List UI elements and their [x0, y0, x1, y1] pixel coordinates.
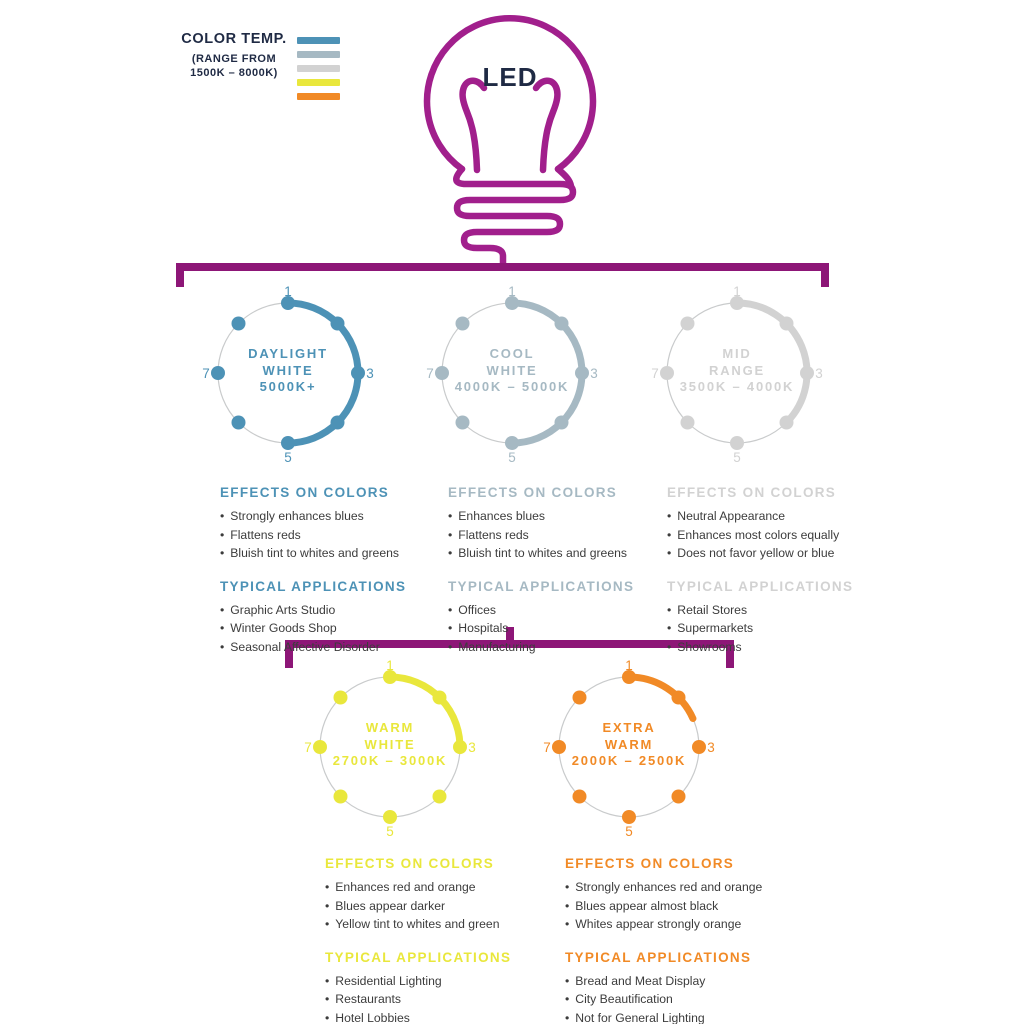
gauge-tick-label: 3: [815, 365, 823, 381]
gauge-label: [198, 346, 378, 396]
bullet-item: • Strongly enhances red and orange: [565, 878, 817, 897]
gauge-tick-label: 5: [386, 824, 394, 839]
bullet-item: • Supermarkets: [667, 619, 907, 638]
gauge-range: 2000K – 2500K: [571, 753, 687, 768]
bullet-item: • Enhances most colors equally: [667, 526, 907, 545]
gauge-tick-label: 1: [508, 284, 516, 299]
gauge-tick-label: 5: [733, 450, 741, 465]
bullet-item: • Winter Goods Shop: [220, 619, 442, 638]
bulb-filament-left: [463, 81, 484, 170]
gauge-dot: [334, 691, 348, 705]
gauge-dot: [433, 691, 447, 705]
gauge-dot: [573, 790, 587, 804]
bullet-item: • Does not favor yellow or blue: [667, 544, 907, 563]
legend-swatch-warm-white: [297, 79, 340, 86]
gauge-tick-label: 7: [543, 739, 551, 755]
bullet-item: • Retail Stores: [667, 601, 907, 620]
bullet-item: • Offices: [448, 601, 676, 620]
applications-list: [565, 972, 817, 1024]
legend-swatch-daylight-white: [297, 37, 340, 44]
gauge-title-line2: WHITE: [364, 736, 416, 752]
gauge-dot: [672, 691, 686, 705]
bullet-item: • Blues appear darker: [325, 897, 565, 916]
tree-branch-top-left-cap: [176, 263, 184, 287]
applications-heading: TYPICAL APPLICATIONS: [565, 949, 752, 965]
applications-heading: TYPICAL APPLICATIONS: [448, 578, 635, 594]
gauge-tick-label: 5: [284, 450, 292, 465]
effects-heading: EFFECTS ON COLORS: [667, 485, 837, 500]
bullet-item: • City Beautification: [565, 990, 817, 1009]
bullet-item: • Flattens reds: [220, 526, 442, 545]
bullet-item: • Flattens reds: [448, 526, 676, 545]
legend-subtitle-line2: 1500K – 8000K): [190, 67, 278, 79]
gauge-range: 5000K+: [259, 379, 317, 394]
bullet-item: • Bluish tint to whites and greens: [448, 544, 676, 563]
gauge-tick-label: 3: [366, 365, 374, 381]
gauge-dot: [456, 416, 470, 430]
effects-heading: EFFECTS ON COLORS: [565, 856, 735, 871]
effects-heading: EFFECTS ON COLORS: [448, 485, 618, 500]
gauge-dot: [331, 317, 345, 331]
bulb-globe-outline: [427, 18, 593, 169]
applications-heading: TYPICAL APPLICATIONS: [220, 578, 407, 594]
bullet-item: • Whites appear strongly orange: [565, 915, 817, 934]
gauge-dot: [334, 790, 348, 804]
gauge-dot: [331, 416, 345, 430]
gauge-tick-label: 3: [590, 365, 598, 381]
gauge-dot: [505, 436, 519, 450]
effects-heading: EFFECTS ON COLORS: [325, 856, 495, 871]
info-daylight-white: [220, 485, 442, 672]
legend-swatch-cool-white: [297, 51, 340, 58]
gauge-dot: [573, 691, 587, 705]
info-warm-white: [325, 856, 565, 1024]
gauge-tick-label: 7: [426, 365, 434, 381]
bullet-item: • Showrooms: [667, 638, 907, 657]
info-cool-white: [448, 485, 676, 672]
bullet-item: • Graphic Arts Studio: [220, 601, 442, 620]
gauge-title-line2: WHITE: [486, 362, 538, 378]
gauge-title-line1: MID: [722, 346, 752, 361]
bullet-item: • Enhances blues: [448, 507, 676, 526]
effects-heading: EFFECTS ON COLORS: [220, 485, 390, 500]
gauge-dot: [232, 416, 246, 430]
gauge-tick-label: 1: [284, 284, 292, 299]
gauge-dot: [622, 810, 636, 824]
gauge-title-line1: COOL: [489, 346, 535, 361]
bullet-item: • Hotel Lobbies: [325, 1009, 565, 1024]
gauge-tick-label: 7: [202, 365, 210, 381]
gauge-title-line2: RANGE: [709, 362, 765, 378]
gauge-tick-label: 1: [386, 658, 394, 673]
gauge-tick-label: 1: [733, 284, 741, 299]
gauge-tick-label: 5: [625, 824, 633, 839]
bullet-item: • Not for General Lighting: [565, 1009, 817, 1024]
applications-list: [667, 601, 907, 657]
info-extra-warm: [565, 856, 817, 1024]
effects-list: [448, 507, 676, 563]
gauge-tick-label: 3: [468, 739, 476, 755]
gauge-dot: [672, 790, 686, 804]
effects-list: [325, 878, 565, 934]
applications-heading: TYPICAL APPLICATIONS: [667, 578, 854, 594]
effects-list: [565, 878, 817, 934]
bullet-item: • Hospitals: [448, 619, 676, 638]
info-mid-range: [667, 485, 907, 672]
gauge-daylight-white: [188, 273, 388, 473]
gauge-dot: [433, 790, 447, 804]
bullet-item: • Yellow tint to whites and green: [325, 915, 565, 934]
gauge-label: [300, 720, 480, 770]
effects-list: [667, 507, 907, 563]
bullet-item: • Strongly enhances blues: [220, 507, 442, 526]
bullet-item: • Bread and Meat Display: [565, 972, 817, 991]
gauge-warm-white: [290, 647, 490, 847]
legend-swatch-stack: [297, 37, 340, 107]
gauge-dot: [730, 436, 744, 450]
gauge-title-line1: DAYLIGHT: [248, 346, 328, 361]
gauge-dot: [281, 436, 295, 450]
effects-list: [220, 507, 442, 563]
gauge-range: 4000K – 5000K: [454, 379, 570, 394]
gauge-title-line1: WARM: [365, 720, 415, 735]
bullet-item: • Neutral Appearance: [667, 507, 907, 526]
gauge-tick-label: 7: [651, 365, 659, 381]
applications-list: [325, 972, 565, 1024]
bullet-item: • Blues appear almost black: [565, 897, 817, 916]
gauge-tick-label: 1: [625, 658, 633, 673]
applications-list: [448, 601, 676, 657]
gauge-dot: [681, 317, 695, 331]
legend-title: COLOR TEMP.: [181, 31, 287, 47]
gauge-tick-label: 3: [707, 739, 715, 755]
gauge-label: [539, 720, 719, 770]
color-temp-legend: [168, 31, 300, 80]
gauge-dot: [555, 416, 569, 430]
bullet-item: • Manufacturing: [448, 638, 676, 657]
gauge-mid-range: [637, 273, 837, 473]
bullet-item: • Restaurants: [325, 990, 565, 1009]
bullet-item: • Seasonal Affective Disorder: [220, 638, 442, 657]
gauge-range: 3500K – 4000K: [679, 379, 795, 394]
led-label: LED: [482, 62, 538, 92]
gauge-tick-label: 5: [508, 450, 516, 465]
gauge-title-line2: WHITE: [262, 362, 314, 378]
gauge-extra-warm: [529, 647, 729, 847]
led-bulb-illustration: [398, 8, 622, 270]
gauge-label: [647, 346, 827, 396]
gauge-dot: [383, 810, 397, 824]
gauge-title-line1: EXTRA: [602, 720, 656, 735]
bullet-item: • Enhances red and orange: [325, 878, 565, 897]
legend-swatch-mid-range: [297, 65, 340, 72]
gauge-dot: [681, 416, 695, 430]
gauge-dot: [456, 317, 470, 331]
gauge-cool-white: [412, 273, 612, 473]
bulb-screw-base: [456, 169, 573, 264]
bulb-filament-right: [536, 81, 557, 170]
gauge-dot: [780, 416, 794, 430]
bullet-item: • Residential Lighting: [325, 972, 565, 991]
gauge-dot: [780, 317, 794, 331]
gauge-label: [422, 346, 602, 396]
legend-swatch-extra-warm: [297, 93, 340, 100]
applications-list: [220, 601, 442, 657]
legend-subtitle-line1: (RANGE FROM: [191, 53, 277, 65]
gauge-tick-label: 7: [304, 739, 312, 755]
applications-heading: TYPICAL APPLICATIONS: [325, 949, 512, 965]
bullet-item: • Bluish tint to whites and greens: [220, 544, 442, 563]
gauge-dot: [232, 317, 246, 331]
gauge-range: 2700K – 3000K: [332, 753, 448, 768]
tree-branch-top-bar: [176, 263, 829, 271]
gauge-dot: [555, 317, 569, 331]
gauge-title-line2: WARM: [604, 736, 654, 752]
